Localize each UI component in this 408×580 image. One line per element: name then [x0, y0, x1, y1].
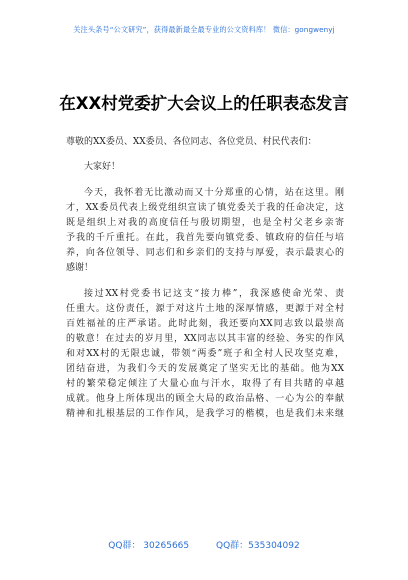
paragraph-line: 和对XX村的无限忠诚，带领“两委”班子和全村人民攻坚克难，	[66, 349, 344, 359]
header-note: 关注头条号“公文研究”，获得最新最全最专业的公文资料库！ 微信：gongwenyj	[73, 25, 335, 34]
document-body	[66, 135, 344, 433]
paragraph-line: 接过XX村党委书记这支“接力棒”，我深感使命光荣、责	[84, 289, 344, 299]
footer-qq-group-2: QQ群：535304092	[216, 541, 300, 551]
paragraph-line: 感谢！	[66, 263, 94, 273]
paragraph-line: 今天，我怀着无比激动而又十分郑重的心情，站在这里。刚	[84, 188, 344, 198]
paragraph	[66, 287, 344, 422]
paragraph-line: 百姓福祉的庄严承诺。此时此刻，我还要向XX同志致以最崇高	[66, 319, 344, 329]
paragraph	[66, 186, 344, 276]
paragraph-line: 才，XX委员代表上级党组织宣读了镇党委关于我的任命决定，这	[66, 203, 344, 213]
paragraph-line: 精神和扎根基层的工作作风，是我学习的楷模，也是我们未来继	[66, 409, 344, 419]
paragraph-line: 团结奋进，为我们今天的发展奠定了坚实无比的基础。他为XX	[66, 364, 344, 374]
paragraph-line: 予我的千斤重托。在此，我首先要向镇党委、镇政府的信任与培	[66, 233, 344, 243]
paragraph-line: 村的繁荣稳定倾注了大量心血与汗水，取得了有目共睹的卓越	[66, 379, 344, 389]
paragraph-line: 成就。他身上所体现出的顾全大局的政治品格、一心为公的奉献	[66, 394, 344, 404]
paragraph-line: 任重大。这份责任，源于对这片土地的深厚情感，更源于对全村	[66, 304, 344, 314]
paragraph-line: 大家好！	[84, 162, 121, 172]
salutation: 尊敬的XX委员、XX委员、各位同志、各位党员、村民代表们：	[66, 137, 317, 147]
paragraph-line: 的敬意！在过去的岁月里，XX同志以其丰富的经验、务实的作风	[66, 334, 344, 344]
footer-qq-group-1: QQ群： 30265665	[108, 541, 190, 551]
paragraph-line: 养，向各位领导、同志们和乡亲们的支持与厚爱，表示最衷心的	[66, 248, 344, 258]
document-title: 在XX村党委扩大会议上的任职表态发言	[59, 94, 349, 113]
paragraph-line: 既是组织上对我的高度信任与殷切期望，也是全村父老乡亲寄	[66, 218, 344, 228]
paragraph	[66, 160, 344, 175]
footer-contact	[0, 538, 408, 551]
